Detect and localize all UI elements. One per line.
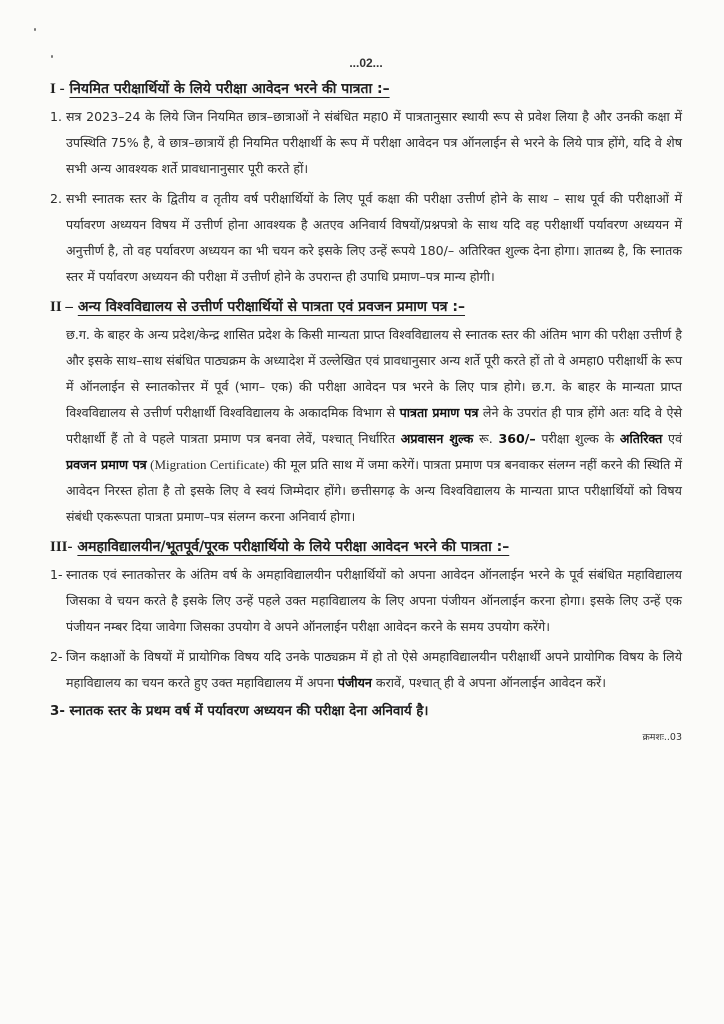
text-span: एवं	[662, 431, 682, 446]
text-line: जिन कक्षाओं के विषयों में प्रायोगिक विषय यदि उनके पाठ्यक्रम में हो तो ऐसे अमहाविद्यालयीन परीक्षार्थी	[66, 649, 541, 664]
text-line: सभी स्नातक स्तर के द्वितीय व तृतीय वर्ष परीक्षार्थियों के लिए पूर्व कक्षा की परीक्षा उत्तीर्ण होने के साथ –	[66, 191, 560, 206]
section1-item1-text	[66, 104, 682, 182]
text-line: स्वयं जिम्मेदार होंगे। छत्तीसगढ़ के अन्य विश्वविद्यालय के मान्यता प्राप्त परीक्षार्थियों को विषय संबंधी	[66, 483, 682, 524]
migration-certificate-english: (Migration Certificate)	[146, 457, 270, 472]
section3-item2-text	[66, 644, 682, 696]
text-line: पूर्व संबंधित महाविद्यालय जिसका वे चयन करते है इसके लिए उन्हें पहले उक्त महाविद्यालय के लिए अपना	[66, 567, 682, 608]
text-span: रू.	[473, 431, 493, 446]
section3-heading	[50, 536, 682, 558]
section3-title: अमहाविद्यालयीन/भूतपूर्व/पूरक परीक्षार्थियो के लिये परीक्षा आवेदन भरने की पात्रता :–	[77, 539, 510, 555]
migration-fee-bold: अप्रवासन शुल्क	[400, 431, 474, 446]
text-line: लिया है और उनकी कक्षा में उपस्थिति 75% है, वे छात्र–छात्रायें ही नियमित परीक्षार्थी के रूप में परीक्षा	[66, 109, 682, 150]
registration-bold: पंजीयन	[337, 675, 372, 690]
section2-body	[50, 322, 682, 530]
text-line: सत्र 2023–24 के लिये जिन नियमित छात्र–छात्राओं ने संबंधित महा0 में पात्रतानुसार स्थायी रूप से प्रवेश	[66, 109, 551, 124]
section2-roman: II –	[50, 299, 73, 315]
section3-item1-text	[66, 562, 682, 640]
section3-item2	[50, 644, 682, 696]
text-line: ऑनलाईन परीक्षा आवेदन करने के समय उपयोग करेंगे।	[302, 619, 551, 634]
text-line: पर्यावरण अध्ययन की परीक्षा में उत्तीर्ण होने के उपरान्त ही उपाधि प्रमाण–पत्र मान्य होगी।	[98, 269, 495, 284]
text-line: पश्चात् ही वे अपना ऑनलाईन आवेदन करें।	[409, 675, 606, 690]
text-line: पंजीयन ऑनलाईन करना होगा। इसके लिए उन्हें एक पंजीयन नम्बर दिया जावेगा जिसका उपयोग वे अपने	[66, 593, 682, 634]
section1-heading	[50, 78, 682, 100]
section2-title: अन्य विश्वविद्यालय से उत्तीर्ण परीक्षार्थियों से पात्रता एवं प्रवजन प्रमाण पत्र :–	[77, 299, 466, 315]
section3-item1	[50, 562, 682, 640]
text-span: से उत्तीर्ण परीक्षार्थी विश्वविद्यालय के अकादमिक विभाग से	[130, 405, 400, 420]
section3-item2-number: 2-	[50, 649, 63, 664]
section1-item1	[50, 104, 682, 182]
text-line: प्रावधानुसार अन्य शर्ते पूरी करते हों तो वे अमहा0 परीक्षार्थी के रूप में ऑनलाईन से स्नातकोत्तर में पूर्व	[66, 353, 682, 394]
text-span: लेने के उपरांत ही पात्र होंगे	[478, 405, 605, 420]
text-line: भी चयन करे इसके लिए उन्हें रूपये 180/– अतिरिक्त शुल्क देना होगा। ज्ञातब्य है, कि स्नातक स्तर में	[66, 243, 682, 284]
section1-item2-text	[66, 186, 682, 290]
section3-item1-number: 1-	[50, 567, 63, 582]
section3-roman: III-	[50, 539, 73, 555]
text-span: अपने प्रायोगिक विषय के लिये महाविद्यालय का चयन करते हुए उक्त महाविद्यालय में अपना	[66, 649, 682, 690]
migration-certificate-bold: प्रवजन प्रमाण पत्र	[66, 457, 147, 472]
text-line: करते हों।	[267, 161, 309, 176]
eligibility-certificate-bold: पात्रता प्रमाण पत्र	[399, 405, 479, 420]
page-marker: ...02...	[349, 56, 383, 70]
text-span: करावें,	[371, 675, 406, 690]
section1-title: नियमित परीक्षार्थियों के लिये परीक्षा आवेदन भरने की पात्रता :–	[69, 81, 390, 97]
text-line: स्नातक एवं स्नातकोत्तर के अंतिम वर्ष के अमहाविद्यालयीन परीक्षार्थियों को अपना आवेदन ऑनलाईन भरने के	[66, 567, 565, 582]
section1-item2-number: 2.	[50, 191, 63, 206]
section1-roman: I -	[50, 81, 65, 97]
section1-item2	[50, 186, 682, 290]
text-line: विषयों/प्रश्नपत्रो के साथ यदि वह परीक्षार्थी पर्यावरण अध्ययन में अनुत्तीर्ण है, तो वह पर्यावरण अध्ययन का	[66, 217, 682, 258]
text-line	[130, 405, 609, 420]
additional-bold: अतिरिक्त	[619, 431, 663, 446]
text-line: साथ पूर्व की परीक्षाओं में पर्यावरण अध्ययन विषय में उत्तीर्ण होना आवश्यक है अतएव अनिवार्य	[66, 191, 682, 232]
continued-marker: क्रमशः..03	[642, 732, 682, 743]
section1-item1-number: 1.	[50, 109, 63, 124]
section3-item3: 3- स्नातक स्तर के प्रथम वर्ष में पर्यावरण अध्ययन की परीक्षा देना अनिवार्य है।	[50, 704, 429, 719]
text-line: एकरूपता पात्रता प्रमाण–पत्र संलग्न करना अनिवार्य होगा।	[96, 509, 356, 524]
fee-amount-bold: 360/–	[498, 431, 536, 446]
text-line: अंतिम भाग की परीक्षा उत्तीर्ण है और इसके साथ–साथ संबंधित पाठ्यक्रम के अध्यादेश में उल्लेखित एवं	[66, 327, 682, 368]
text-span: परीक्षा शुल्क के	[535, 431, 620, 446]
text-line: करेगें। पात्रता प्रमाण पत्र बनवाकर संलग्न नहीं करने की स्थिति में आवेदन निरस्त होता है तो इसके लिए वे	[66, 457, 682, 498]
text-span: अतः यदि वे ऐसे परीक्षार्थी हैं तो वे पहले पात्रता प्रमाण पत्र बनवा लेवें, पश्चात् निर्धारित	[66, 405, 682, 446]
text-line: छ.ग. के बाहर के अन्य प्रदेश/केन्द्र शासित प्रदेश के किसी मान्यता प्राप्त विश्वविद्यालय से स्नातक स्तर की	[66, 327, 536, 342]
scan-speck	[51, 55, 53, 58]
text-line: आवेदन पत्र ऑनलाईन से भरने के लिये पात्र होंगे, यदि वे शेष सभी अन्य आवश्यक शर्ते प्रावधानानुसार पूरी	[66, 135, 682, 176]
text-span: की मूल प्रति साथ में जमा	[269, 457, 389, 472]
scan-speck	[34, 28, 36, 31]
text-line: (भाग– एक) की परीक्षा आवेदन पत्र भरने के लिए पात्र होगे। छ.ग. के बाहर के मान्यता प्राप्त विश्वविद्यालय	[66, 379, 682, 420]
section2-heading	[50, 296, 682, 318]
